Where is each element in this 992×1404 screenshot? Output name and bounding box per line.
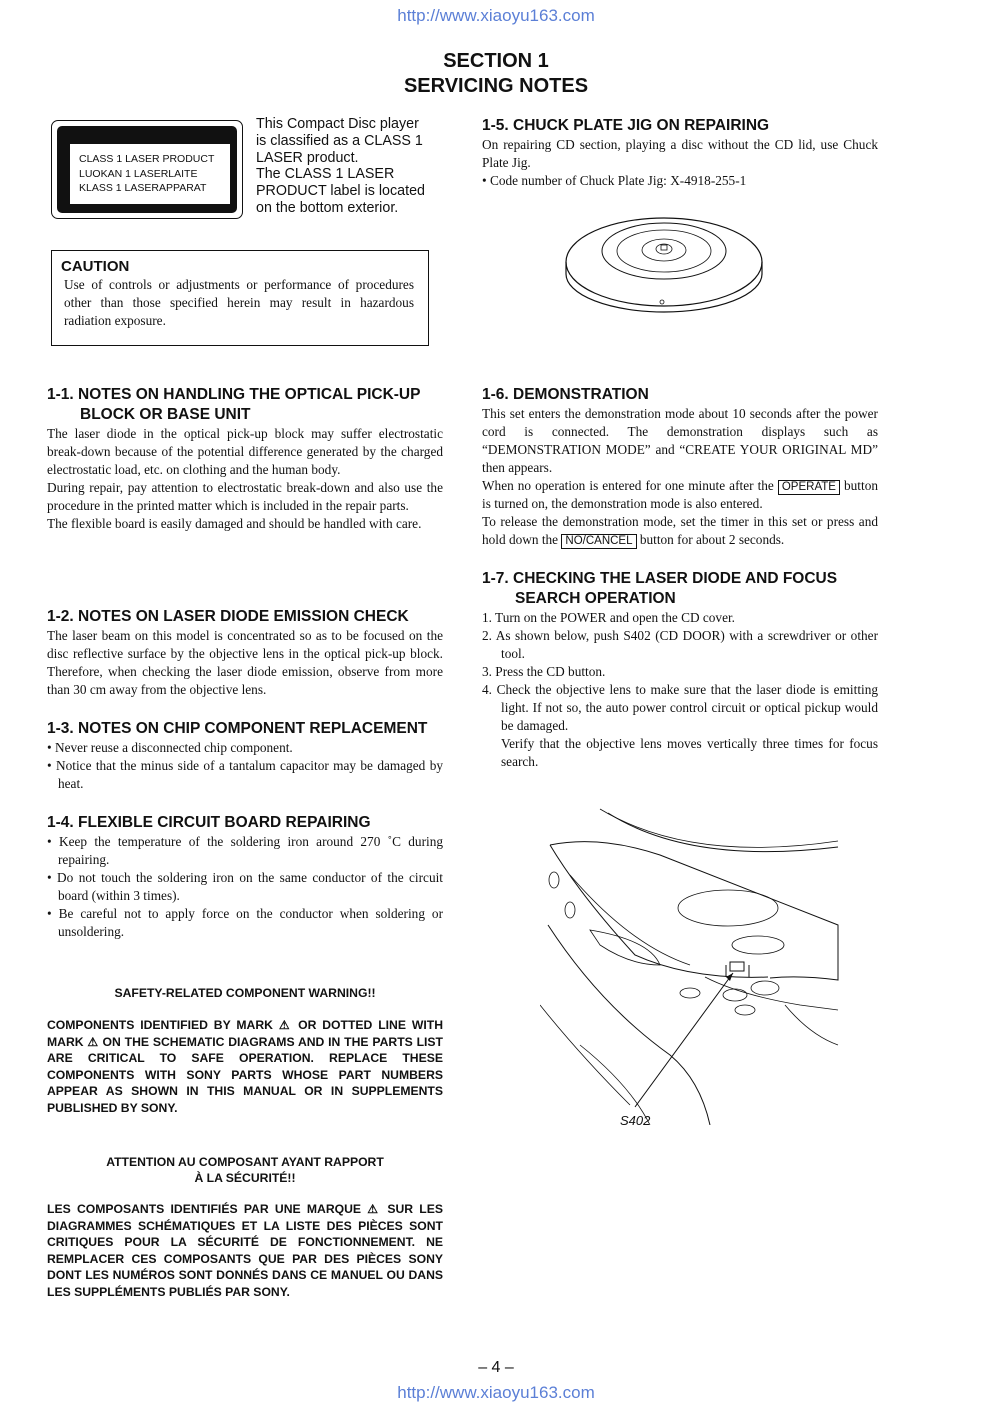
desc-line: on the bottom exterior. [256,199,399,216]
step-item: 1. Turn on the POWER and open the CD cover. [482,610,735,625]
desc-line: is classified as a CLASS 1 [256,132,423,149]
no-cancel-key: NO/CANCEL [561,534,636,549]
header-url[interactable]: http://www.xiaoyu163.com [397,6,595,25]
paragraph: The laser diode in the optical pick-up block may suffer electrostatic break-down because of the potential difference generated by the charged electrostatic load, etc. on clothing and the human body. [47,426,443,477]
bullet-item: • Never reuse a disconnected chip component. [47,740,293,755]
safety-text: COMPONENTS IDENTIFIED BY MARK ⚠ OR DOTTED LINE WITH MARK ⚠ ON THE SCHEMATIC DIAGRAMS AND IN THE PARTS LIST ARE CRITICAL TO SAFE OPERATION. REPLACE THESE COMPONENTS WITH SONY PARTS WHOSE PART NUMBERS APPEAR AS SHOWN IN THIS MANUAL OR IN SUPPLEMENTS PUBLISHED BY SONY. [47,1018,443,1115]
safety-title: SAFETY-RELATED COMPONENT WARNING!! [114,986,376,1000]
bullet-item: • Do not touch the soldering iron on the same conductor of the circuit board (within 3 times). [47,870,443,903]
desc-line: LASER product. [256,149,359,166]
safety-fr-title-cont: À LA SÉCURITÉ!! [194,1171,296,1185]
paragraph: On repairing CD section, playing a disc without the CD lid, use Chuck Plate Jig. [482,137,878,170]
section-subtitle: SERVICING NOTES [403,75,589,97]
paragraph: During repair, pay attention to electrostatic break-down and also use the procedure in the printed matter which is included in the repair parts. [47,480,443,513]
heading-1-5: 1-5. CHUCK PLATE JIG ON REPAIRING [482,117,770,134]
text-fragment: button is turned on, the demonstration mode is also entered. [482,478,878,511]
page-number: – 4 – [478,1359,514,1376]
footer-url[interactable]: http://www.xiaoyu163.com [397,1383,595,1402]
step-item: 2. As shown below, push S402 (CD DOOR) with a screwdriver or other tool. [482,628,878,661]
paragraph: • Code number of Chuck Plate Jig: X-4918-255-1 [482,173,747,188]
heading-1-7-cont: SEARCH OPERATION [515,590,676,607]
laser-label-description [256,116,425,217]
laser-label-line: KLASS 1 LASERAPPARAT [79,182,207,194]
heading-1-6: 1-6. DEMONSTRATION [482,386,649,403]
figure-label-s402: S402 [620,1113,651,1128]
text-fragment: button for about 2 seconds. [636,532,785,547]
operate-key: OPERATE [778,480,840,495]
bullet-item: • Notice that the minus side of a tantalum capacitor may be damaged by heat. [47,758,443,791]
cd-door-illustration [540,805,840,1125]
paragraph: The flexible board is easily damaged and should be handled with care. [47,516,422,531]
desc-line: This Compact Disc player [256,116,419,132]
bullet-item: • Be careful not to apply force on the conductor when soldering or unsoldering. [47,906,443,939]
heading-1-2: 1-2. NOTES ON LASER DIODE EMISSION CHECK [47,608,409,625]
heading-1-4: 1-4. FLEXIBLE CIRCUIT BOARD REPAIRING [47,814,371,831]
section-1-7 [482,569,878,771]
laser-label [70,144,230,204]
section-1-6 [482,385,878,549]
laser-label-line: CLASS 1 LASER PRODUCT [79,153,215,165]
section-1-1 [47,385,443,533]
section-1-3 [47,719,443,793]
caution-title: CAUTION [61,258,130,275]
step-item: 3. Press the CD button. [482,664,606,679]
laser-label-line: LUOKAN 1 LASERLAITE [79,167,198,180]
heading-1-1-cont: BLOCK OR BASE UNIT [80,406,251,423]
paragraph [482,477,878,513]
bullet-item: • Keep the temperature of the soldering iron around 270 ˚C during repairing. [47,834,443,867]
laser-label-frame [51,120,243,219]
heading-1-3: 1-3. NOTES ON CHIP COMPONENT REPLACEMENT [47,720,428,737]
step-item: 4. Check the objective lens to make sure that the laser diode is emitting light. If not so, the auto power control circuit or optical pickup would be damaged. [482,682,878,733]
text-fragment: When no operation is entered for one minute after the [482,478,778,493]
paragraph [482,513,878,549]
chuck-plate-jig-illustration [562,210,766,314]
section-1-2 [47,607,443,699]
step-continuation: Verify that the objective lens moves vertically three times for focus search. [501,736,878,769]
desc-line: PRODUCT label is located [256,183,425,200]
safety-fr-title: ATTENTION AU COMPOSANT AYANT RAPPORT [106,1155,384,1169]
caution-box [51,250,429,346]
safety-fr-text: LES COMPOSANTS IDENTIFIÉS PAR UNE MARQUE ⚠ SUR LES DIAGRAMMES SCHÉMATIQUES ET LA LISTE DES PIÈCES SONT CRITIQUES POUR LA SÉCURITÉ DE FONCTIONNEMENT. NE REMPLACER CES COMPOSANTS QUE PAR DES PIÈCES SONY DONT LES NUMÉROS SONT DONNÉS DANS CE MANUEL OU DANS LES SUPPLÉMENTS PUBLIÉS PAR SONY. [47,1202,443,1299]
text-fragment: To release the demonstration mode, set the timer in this set or press and hold down the [482,514,878,547]
caution-text: Use of controls or adjustments or performance of procedures other than those specified herein may result in hazardous radiation exposure. [64,277,414,328]
paragraph: This set enters the demonstration mode about 10 seconds after the power cord is connected. The demonstration displays such as “DEMONSTRATION MODE” and “CREATE YOUR ORIGINAL MD” then appears. [482,406,878,475]
section-title: SECTION 1 [443,50,549,72]
heading-1-7: 1-7. CHECKING THE LASER DIODE AND FOCUS [482,570,838,587]
section-1-5 [482,116,878,190]
heading-1-1: 1-1. NOTES ON HANDLING THE OPTICAL PICK-UP [47,386,421,403]
section-1-4 [47,813,443,941]
paragraph: The laser beam on this model is concentrated so as to be focused on the disc reflective surface by the objective lens in the optical pick-up block. Therefore, when checking the laser diode emission, observe from more than 30 cm away from the objective lens. [47,628,443,697]
desc-line: The CLASS 1 LASER [256,166,395,183]
